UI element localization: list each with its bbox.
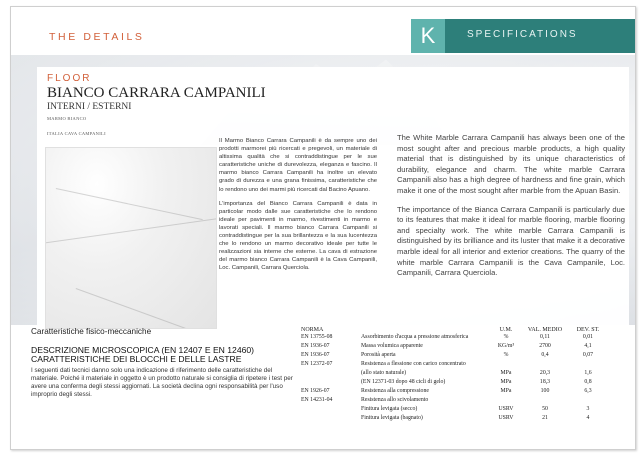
unit-cell — [491, 361, 521, 370]
value-cell: 21 — [542, 415, 548, 421]
deviation-cell: 3 — [586, 406, 590, 412]
table-row — [299, 370, 607, 379]
value-cell: 18,3 — [539, 379, 551, 385]
microscopic-description-heading — [31, 346, 301, 364]
deviation-cell — [569, 361, 607, 370]
norma-cell: EN 13755-08 — [301, 334, 333, 340]
unit-cell: % — [503, 334, 509, 340]
marble-sample-image — [45, 147, 217, 329]
marble-vein — [45, 218, 217, 244]
table-row — [299, 361, 607, 370]
norma-cell: EN 14231-04 — [301, 397, 333, 403]
desc-heading-line-1: DESCRIZIONE MICROSCOPICA (EN 12407 E EN 12460) — [31, 345, 255, 355]
unit-cell — [491, 397, 521, 406]
value-cell: 100 — [540, 388, 550, 394]
deviation-cell: 0,07 — [582, 352, 594, 358]
norma-cell — [299, 379, 359, 388]
property-cell: (allo stato naturale) — [361, 370, 407, 376]
technical-disclaimer: I seguenti dati tecnici danno solo una indicazione di riferimento delle caratteristiche del materiale. Poiché il materiale in oggetto è un prodotto naturale si consiglia di ripetere i test per avere una conferma degli stessi aggiornati. La società declina ogni responsabilità per l'uso improprio degli stessi. — [31, 367, 293, 399]
product-name: BIANCO CARRARA CAMPANILI — [47, 85, 266, 101]
english-paragraph-1: The White Marble Carrara Campanili has always been one of the most sought after and precious marble products, a high quality material that is distinguished by its unique characteristics of durability, elegance and charm. The white marble Carrara Campanili also has a high degree of hardness and fine grain, which make it one of the most sought after marble from the Apuan Basin. — [397, 133, 625, 195]
table-row — [299, 343, 607, 352]
catalog-page — [10, 6, 636, 450]
marble-vein — [56, 188, 203, 220]
section-title: THE DETAILS — [49, 31, 145, 43]
specifications-label: SPECIFICATIONS — [467, 29, 578, 40]
header-std-dev: DEV. ST. — [576, 326, 600, 333]
header-norma: NORMA — [301, 326, 324, 333]
unit-cell: MPa — [500, 370, 512, 376]
property-cell: (EN 12371-03 dopo 48 cicli di gelo) — [361, 379, 446, 385]
value-cell: 2700 — [539, 343, 551, 349]
value-cell: 0,4 — [541, 352, 549, 358]
norma-cell: EN 12372-07 — [301, 361, 333, 367]
technical-heading: Caratteristiche fisico-meccaniche — [31, 327, 152, 336]
value-cell — [521, 397, 569, 406]
norma-cell — [299, 415, 359, 424]
table-row — [299, 406, 607, 415]
norma-cell: EN 1936-07 — [301, 352, 330, 358]
unit-cell: USRV — [498, 406, 514, 412]
norma-cell — [299, 370, 359, 379]
deviation-cell: 4,1 — [584, 343, 592, 349]
table-row — [299, 388, 607, 397]
property-cell: Resistenza allo scivolamento — [361, 397, 429, 403]
norma-cell: EN 1926-07 — [301, 388, 330, 394]
property-cell: Assorbimento d'acqua a pressione atmosferica — [361, 334, 469, 340]
unit-cell: % — [503, 352, 509, 358]
table-row — [299, 352, 607, 361]
english-description — [397, 133, 625, 287]
header-property — [359, 325, 491, 334]
desc-heading-line-2: CARATTERISTICHE DEI BLOCCHI E DELLE LASTRE — [31, 354, 242, 364]
table-row — [299, 334, 607, 343]
header-unit: U.M. — [499, 326, 513, 333]
product-origin-note: ITALIA CAVA CAMPANILI — [47, 131, 106, 136]
value-cell: 50 — [542, 406, 548, 412]
product-type-note: MARMO BIANCO — [47, 116, 87, 121]
deviation-cell: 1,6 — [584, 370, 592, 376]
value-cell: 20,3 — [539, 370, 551, 376]
value-cell — [521, 361, 569, 370]
table-row — [299, 415, 607, 424]
header-mean-value: VAL. MEDIO — [527, 326, 563, 333]
properties-table — [299, 325, 607, 424]
table-row — [299, 397, 607, 406]
italian-paragraph-2: L'importanza del Bianco Carrara Campanili è data in particolar modo dalle sue caratteristiche che lo rendono ideale per pavimenti in marmo, rivestimenti in marmo e lavorati speciali. Il marmo bianco Carrara Campanili si contraddistingue per la sua brillantezza e la sua lucentezza che lo rendono un marmo decorativo ideale per tutte le realizzazioni sia interne che esterne. La cava di estrazione del marmo bianco Carrara Campanili è la Cava Campanili, Loc. Campanili, Carrara Querciola. — [219, 200, 377, 272]
deviation-cell: 6,3 — [584, 388, 592, 394]
marble-vein — [76, 288, 199, 329]
category-label: FLOOR — [47, 73, 92, 84]
property-cell: Finitura levigata (bagnato) — [361, 415, 423, 421]
property-cell: Finitura levigata (secco) — [361, 406, 418, 412]
unit-cell: USRV — [498, 415, 514, 421]
table-row — [299, 379, 607, 388]
property-cell: Resistenza alla compressione — [361, 388, 429, 394]
norma-cell: EN 1936-07 — [301, 343, 330, 349]
unit-cell: KG/m³ — [497, 343, 515, 349]
property-cell: Porosità aperta — [361, 352, 396, 358]
value-cell: 0,11 — [540, 334, 550, 340]
deviation-cell: 0,8 — [584, 379, 592, 385]
italian-description — [219, 137, 377, 279]
deviation-cell: 4 — [586, 415, 590, 421]
english-paragraph-2: The importance of the Bianca Carrara Campanili is particularly due to its features that make it ideal for marble flooring, marble flooring and specialty work. The white marble Carrara Campanili is distinguished by its brilliance and its luster that make it a decorative marble ideal for all interior and exterior creations. The quarry of the white marble Carrara Campanili is the Cava Campanile, Loc. Campanili, Carrara Querciola. — [397, 204, 625, 278]
product-subtitle: INTERNI / ESTERNI — [47, 102, 132, 112]
property-cell: Resistenza a flessione con carico concentrato — [361, 361, 466, 367]
deviation-cell: 0,01 — [582, 334, 594, 340]
specifications-banner — [411, 19, 635, 53]
unit-cell: MPa — [500, 388, 512, 394]
italian-paragraph-1: Il Marmo Bianco Carrara Campanili è da sempre uno dei prodotti marmorei più ricercati e pregevoli, un materiale di altissima qualità che si contraddistingue per le sue caratteristiche uniche di durevolezza, eleganza e fascino. Il marmo bianco Carrara Campanili ha inoltre un elevato grado di durezza e una grana finissima, caratteristiche che lo rendono uno dei marmi più ricercati dal Bacino Apuano. — [219, 138, 377, 193]
unit-cell: MPa — [500, 379, 512, 385]
property-cell: Massa volumica apparente — [361, 343, 423, 349]
norma-cell — [299, 406, 359, 415]
table-header-row — [299, 325, 607, 334]
brand-logo: K — [411, 19, 445, 53]
deviation-cell — [569, 397, 607, 406]
